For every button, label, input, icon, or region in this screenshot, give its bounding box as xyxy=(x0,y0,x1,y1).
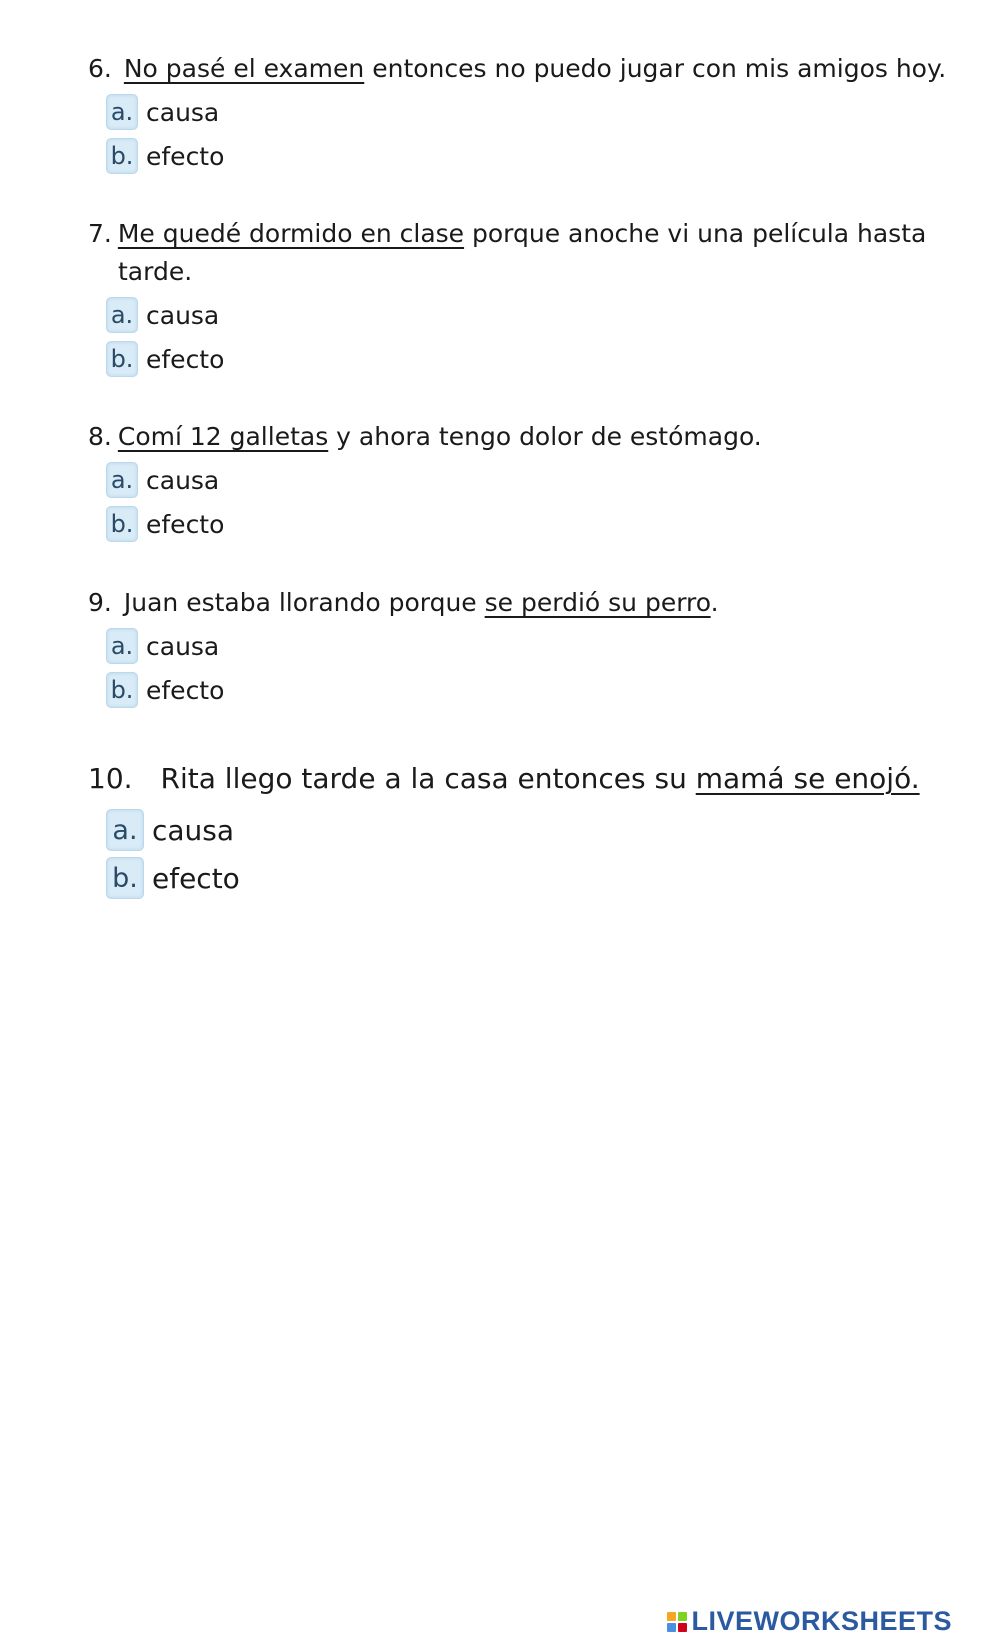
option-label: efecto xyxy=(146,675,225,705)
option-label: causa xyxy=(146,300,220,330)
option-a-causa[interactable] xyxy=(106,295,938,335)
question-6-text xyxy=(88,50,947,88)
question-8-text xyxy=(88,418,938,456)
question-7 xyxy=(88,215,938,379)
logo-square-icon xyxy=(678,1612,687,1621)
logo-square-icon xyxy=(678,1623,687,1632)
option-letter-box[interactable]: b. xyxy=(106,506,138,542)
logo-square-icon xyxy=(667,1623,676,1632)
question-6 xyxy=(88,50,947,176)
logo-square-icon xyxy=(667,1612,676,1621)
option-b-efecto[interactable] xyxy=(106,339,938,379)
option-label: efecto xyxy=(146,141,225,171)
question-9 xyxy=(88,584,938,710)
option-b-efecto[interactable] xyxy=(106,136,938,176)
question-10 xyxy=(88,758,938,900)
option-b-efecto[interactable] xyxy=(106,670,938,710)
question-10-text xyxy=(88,758,938,800)
underlined-phrase: se perdió su perro xyxy=(484,588,711,617)
logo-grid-icon xyxy=(667,1612,687,1632)
option-letter-box[interactable]: a. xyxy=(106,462,138,498)
question-9-text xyxy=(88,584,938,622)
option-letter-box[interactable]: b. xyxy=(106,138,138,174)
question-number: 7. xyxy=(88,219,112,248)
question-number: 8. xyxy=(88,422,112,451)
question-text: Juan estaba llorando porque xyxy=(123,588,485,617)
underlined-phrase: Me quedé dormido en clase xyxy=(117,219,465,248)
question-text: entonces no puedo jugar con mis amigos hoy. xyxy=(364,54,947,83)
option-letter-box[interactable]: a. xyxy=(106,297,138,333)
option-letter-box[interactable]: b. xyxy=(106,341,138,377)
option-label: causa xyxy=(152,813,235,847)
question-7-continuation: tarde. xyxy=(118,257,193,286)
question-text: Rita llego tarde a la casa entonces su xyxy=(160,762,696,795)
option-a-causa[interactable] xyxy=(106,808,938,852)
underlined-phrase: Comí 12 galletas xyxy=(117,422,329,451)
question-8 xyxy=(88,418,938,544)
option-b-efecto[interactable] xyxy=(106,856,938,900)
option-a-causa[interactable] xyxy=(106,626,938,666)
option-letter-box[interactable]: b. xyxy=(106,857,144,899)
option-label: efecto xyxy=(146,509,225,539)
liveworksheets-logo xyxy=(667,1606,952,1637)
question-7-text xyxy=(88,215,938,253)
brand-name: LIVEWORKSHEETS xyxy=(691,1606,952,1636)
question-text-end: . xyxy=(710,588,719,617)
question-number: 10. xyxy=(88,762,133,795)
option-letter-box[interactable]: b. xyxy=(106,672,138,708)
underlined-phrase: mamá se enojó. xyxy=(695,762,920,795)
option-letter-box[interactable]: a. xyxy=(106,809,144,851)
question-text: porque anoche vi una película hasta xyxy=(464,219,927,248)
question-text: y ahora tengo dolor de estómago. xyxy=(328,422,762,451)
option-letter-box[interactable]: a. xyxy=(106,628,138,664)
option-a-causa[interactable] xyxy=(106,92,938,132)
question-number: 9. xyxy=(88,588,112,617)
option-b-efecto[interactable] xyxy=(106,504,938,544)
option-label: causa xyxy=(146,97,220,127)
option-label: efecto xyxy=(146,344,225,374)
underlined-phrase: No pasé el examen xyxy=(123,54,365,83)
option-label: causa xyxy=(146,465,220,495)
question-number: 6. xyxy=(88,54,112,83)
option-a-causa[interactable] xyxy=(106,460,938,500)
option-label: efecto xyxy=(152,861,240,895)
option-letter-box[interactable]: a. xyxy=(106,94,138,130)
option-label: causa xyxy=(146,631,220,661)
